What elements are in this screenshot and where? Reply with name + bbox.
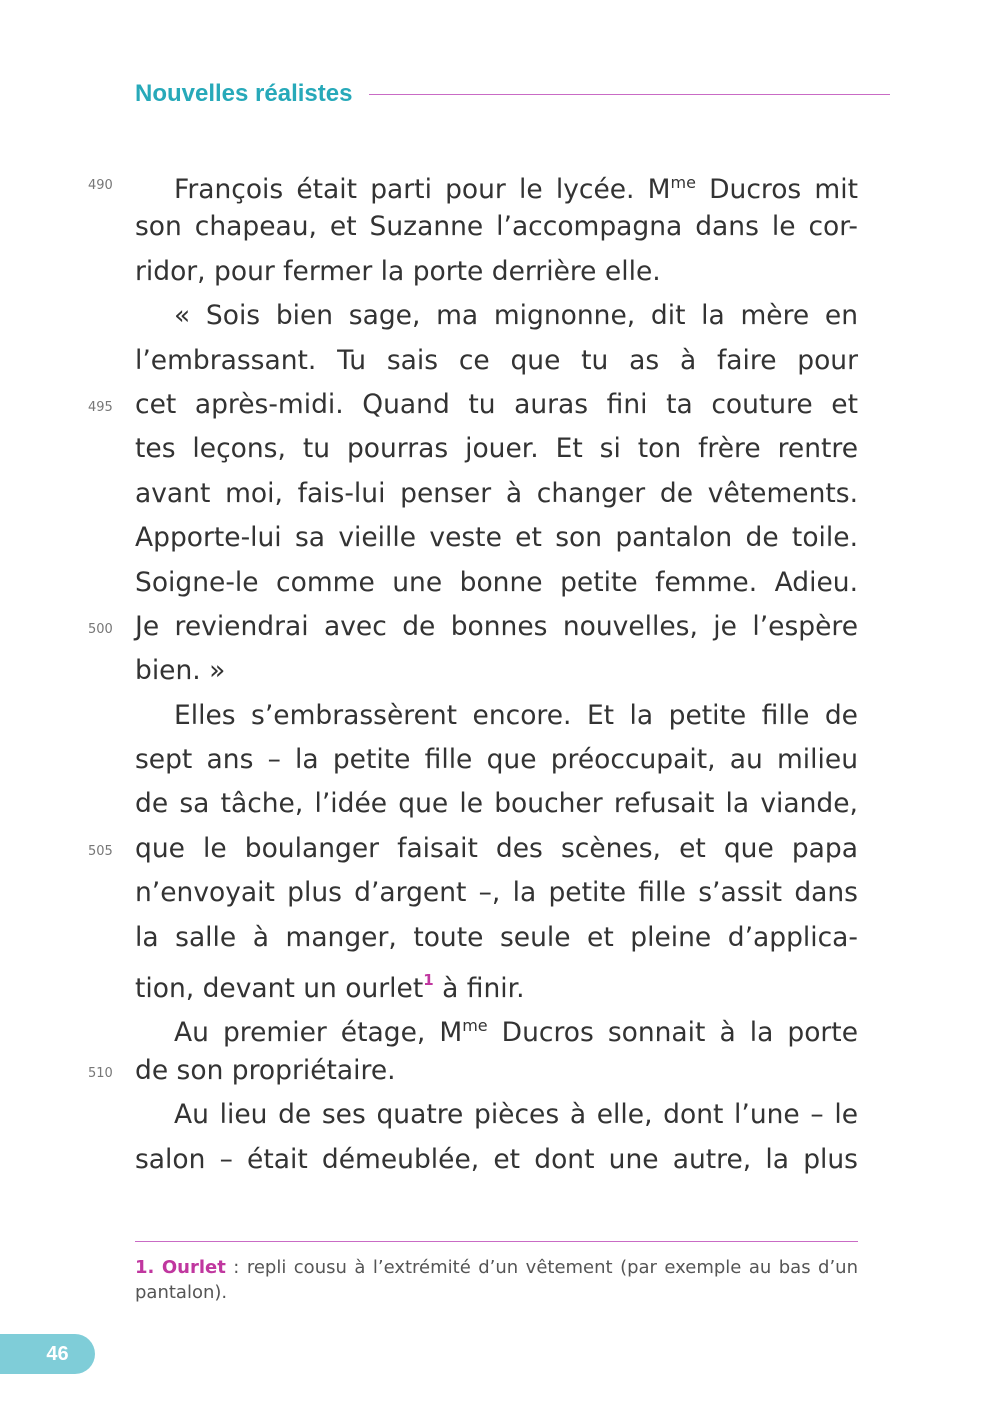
text-line: de sa tâche, l’idée que le boucher refusait la viande,: [135, 788, 858, 820]
line-number-495: 495: [88, 400, 113, 415]
footnote-ref[interactable]: 1: [423, 971, 434, 990]
text-line: Au lieu de ses quatre pièces à elle, dont l’une – le: [174, 1099, 858, 1131]
text-line: Je reviendrai avec de bonnes nouvelles, je l’espère: [135, 610, 858, 642]
line-number-500: 500: [88, 622, 113, 637]
page-number-tab: [0, 1334, 95, 1374]
text-line: que le boulanger faisait des scènes, et que papa: [135, 832, 858, 864]
body-text: [135, 161, 858, 1182]
footnote-line: 1. Ourlet : repli cousu à l’extrémité d’un vêtement (par exemple au bas d’un: [135, 1257, 858, 1278]
footnote-term: Ourlet: [161, 1257, 226, 1278]
text-line: avant moi, fais-lui penser à changer de vêtements.: [135, 477, 858, 509]
text-line: cet après-midi. Quand tu auras fini ta couture et: [135, 388, 858, 420]
text-line: Elles s’embrassèrent encore. Et la petite fille de: [174, 699, 858, 731]
text-line: l’embrassant. Tu sais ce que tu as à faire pour: [135, 344, 858, 376]
text-line: bien. »: [135, 655, 226, 687]
footnote: [135, 1255, 858, 1305]
text-line: tion, devant un ourlet$^1$ à finir.: [135, 971, 525, 1004]
text-line: tes leçons, tu pourras jouer. Et si ton frère rentre: [135, 433, 858, 465]
text-line: sept ans – la petite fille que préoccupait, au milieu: [135, 744, 858, 776]
line-number-490: 490: [88, 178, 113, 193]
line-number-510: 510: [88, 1066, 113, 1081]
text-line: salon – était démeublée, et dont une autre, la plus: [135, 1143, 858, 1175]
header-title: Nouvelles réalistes: [135, 80, 353, 107]
text-line: la salle à manger, toute seule et pleine d’applica-: [135, 921, 858, 953]
page-number: 46: [46, 1342, 69, 1365]
text-line: n’envoyait plus d’argent –, la petite fille s’assit dans: [135, 877, 858, 909]
text-line: Apporte-lui sa vieille veste et son pantalon de toile.: [135, 522, 858, 554]
text-line: Soigne-le comme une bonne petite femme. Adieu.: [135, 566, 858, 598]
header-rule: [369, 94, 890, 95]
text-line: François était parti pour le lycée. $M^{me}$ Ducros mit: [174, 173, 858, 205]
text-line: « Sois bien sage, ma mignonne, dit la mère en: [174, 300, 858, 332]
line-number-505: 505: [88, 844, 113, 859]
footnote-line: pantalon).: [135, 1282, 228, 1303]
text-line: Au premier étage, $M^{me}$ Ducros sonnait à la porte: [174, 1016, 858, 1049]
footnote-rule: [135, 1241, 858, 1242]
text-line: ridor, pour fermer la porte derrière elle.: [135, 255, 661, 287]
text-line: de son propriétaire.: [135, 1054, 396, 1086]
text-line: son chapeau, et Suzanne l’accompagna dans le cor-: [135, 211, 858, 243]
running-header: [135, 78, 890, 110]
